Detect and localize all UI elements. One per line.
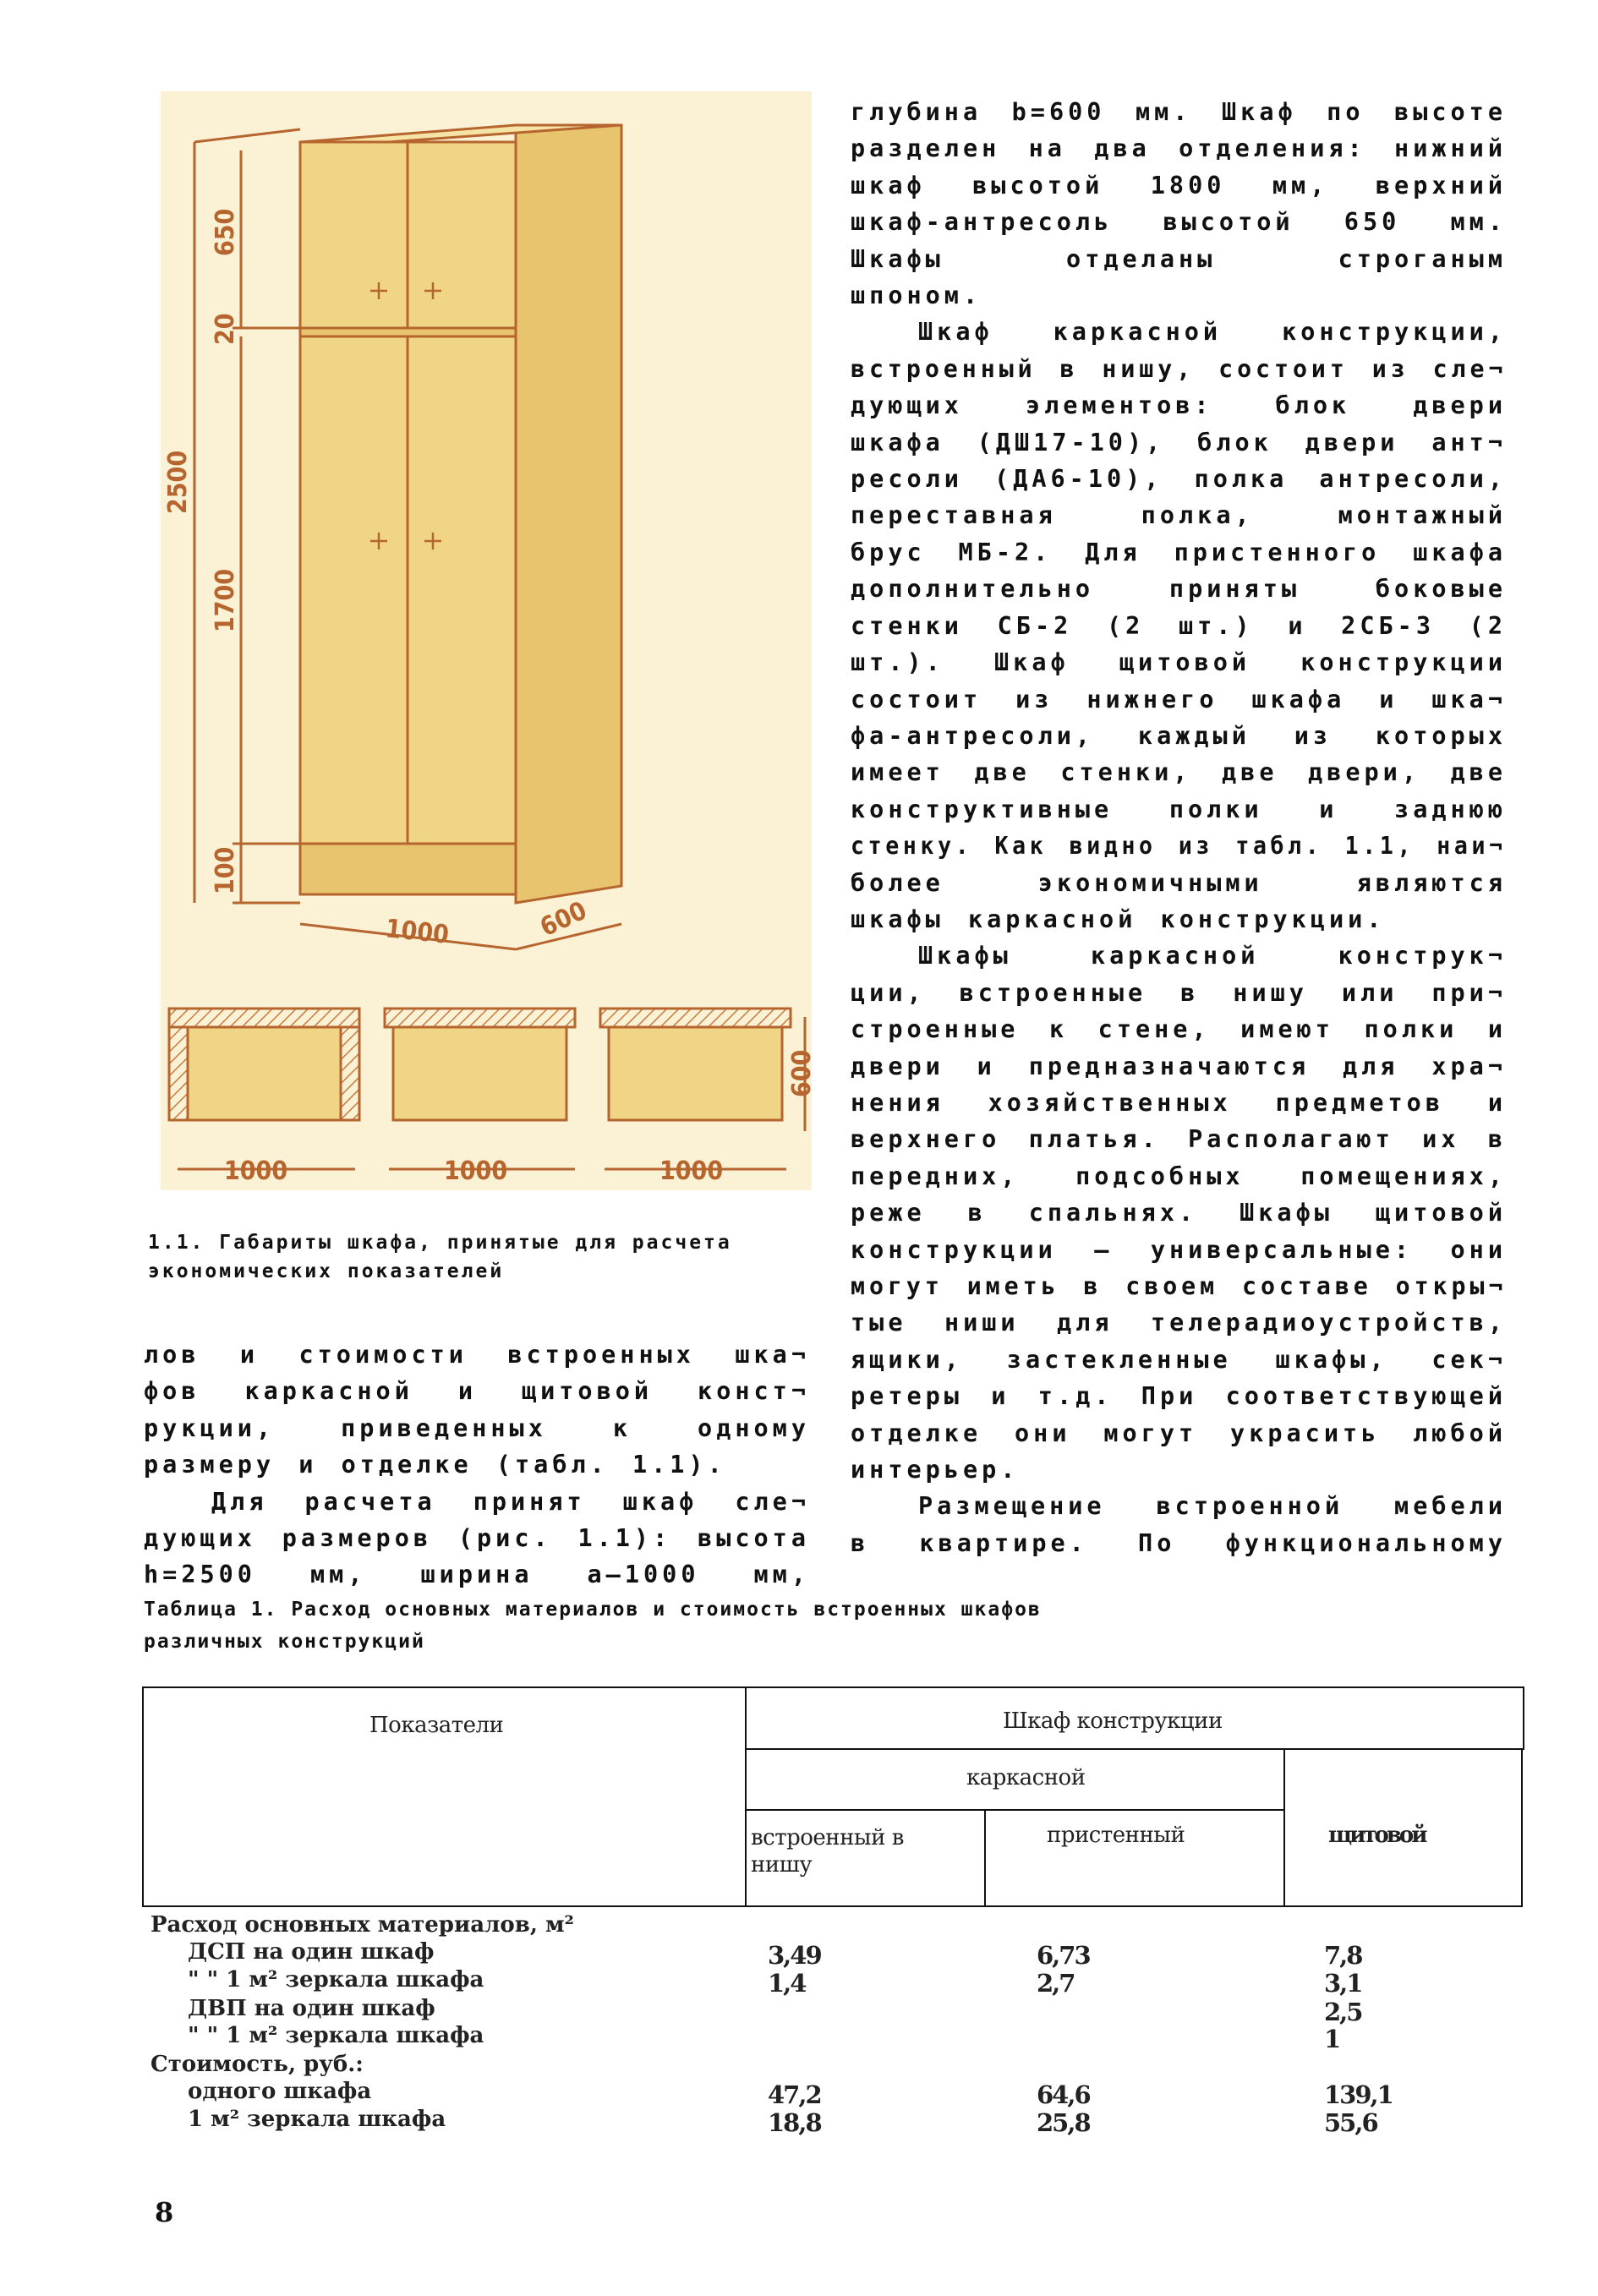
table-row-label: " " 1 м² зеркала шкафа (188, 1967, 484, 1993)
table-cell-value: 3,1 (1324, 1969, 1362, 1998)
right-column-line: конструктивные полки и заднюю (851, 795, 1507, 823)
right-column-line: ящики, застекленные шкафы, сек¬ (851, 1345, 1507, 1374)
right-column-line: Шкафы каркасной конструк¬ (918, 942, 1507, 970)
table-cell-value: 55,6 (1324, 2108, 1377, 2137)
right-column-line: Размещение встроенной мебели (918, 1492, 1507, 1521)
right-column-line: разделен на два отделения: нижний (851, 134, 1507, 163)
left-column-line: рукции, приведенных к одному (144, 1413, 810, 1442)
table-cell-value: 2,5 (1324, 1998, 1362, 2026)
header-frame: каркасной (966, 1765, 1086, 1790)
right-column-line: реже в спальнях. Шкафы щитовой (851, 1199, 1507, 1227)
right-column-line: глубина b=600 мм. Шкаф по высоте (851, 98, 1507, 126)
table-cell-value: 7,8 (1324, 1941, 1362, 1970)
right-column-line: фа-антресоли, каждый из которых (851, 721, 1507, 750)
right-column-line: тые ниши для телерадиоустройств, (851, 1309, 1507, 1337)
table-cell-value: 18,8 (768, 2108, 821, 2137)
dim-depth-label: 600 (535, 895, 592, 943)
right-column-line: шпоном. (851, 282, 982, 310)
dim-lower-label: 1700 (211, 568, 240, 632)
table-cell-value: 139,1 (1324, 2080, 1393, 2109)
right-column-line: стенки СБ-2 (2 шт.) и 2СБ-3 (2 (851, 611, 1507, 640)
right-column-line: шкаф-антресоль высотой 650 мм. (851, 208, 1507, 237)
header-indicators: Показатели (369, 1713, 504, 1738)
table-cell-value: 25,8 (1037, 2108, 1090, 2137)
right-column-line: могут иметь в своем составе откры¬ (851, 1272, 1508, 1300)
right-column-line: ретеры и т.д. При соответствующей (851, 1382, 1507, 1411)
table-cell-value: 1 (1324, 2025, 1340, 2053)
right-column-line: встроенный в нишу, состоит из сле¬ (851, 354, 1508, 383)
dim-plinth-label: 100 (211, 846, 240, 894)
right-column-line: ресоли (ДА6-10), полка антресоли, (851, 465, 1507, 494)
left-column-line: дующих размеров (рис. 1.1): высота (144, 1524, 810, 1553)
table-row-label: ДСП на один шкаф (188, 1939, 435, 1965)
right-column-line: имеет две стенки, две двери, две (851, 758, 1507, 787)
right-column-line: передних, подсобных помещениях, (851, 1162, 1507, 1190)
right-column-line: Шкафы отделаны строганым (851, 244, 1507, 273)
table-row-label: ДВП на один шкаф (188, 1996, 435, 2021)
right-column-line: Шкаф каркасной конструкции, (918, 318, 1507, 347)
table-cell-value: 3,49 (768, 1941, 821, 1970)
table-row-label: одного шкафа (188, 2079, 372, 2104)
header-builtin: встроенный в нишу (751, 1825, 904, 1878)
plan-width-label-3: 1000 (659, 1156, 724, 1186)
dim-width-label: 1000 (384, 914, 451, 950)
caption-line-2: экономических показателей (148, 1260, 505, 1282)
dim-gap-label: 20 (211, 313, 240, 345)
right-column-line: верхнего платья. Располагают их в (851, 1125, 1507, 1154)
dim-total-label: 2500 (163, 450, 193, 514)
right-column-line: дополнительно приняты боковые (851, 575, 1507, 604)
plan-width-label-2: 1000 (444, 1156, 508, 1186)
right-column-line: состоит из нижнего шкафа и шка¬ (851, 685, 1507, 713)
page-number: 8 (155, 2196, 174, 2228)
right-column-line: дующих элементов: блок двери (851, 391, 1507, 420)
right-column-line: брус МБ-2. Для пристенного шкафа (851, 538, 1507, 566)
right-column-line: конструкции — универсальные: они (851, 1235, 1507, 1264)
left-column-line: фов каркасной и щитовой конст¬ (144, 1377, 810, 1406)
left-column-line: лов и стоимости встроенных шка¬ (144, 1341, 810, 1369)
table-row-label: 1 м² зеркала шкафа (188, 2107, 446, 2132)
table-row-label: Стоимость, руб.: (150, 2052, 364, 2077)
table-cell-value: 1,4 (768, 1969, 806, 1998)
table-cell-value: 2,7 (1037, 1969, 1075, 1998)
left-column-line: h=2500 мм, ширина а—1000 мм, (144, 1561, 810, 1589)
right-column-line: более экономичными являются (851, 868, 1507, 897)
dim-upper-label: 650 (211, 208, 240, 256)
left-column-line: Для расчета принят шкаф сле¬ (211, 1487, 810, 1516)
table-row-label: Расход основных материалов, м² (150, 1912, 574, 1938)
table-title-line-2: различных конструкций (144, 1631, 425, 1653)
right-column-line: отделке они могут украсить любой (851, 1419, 1507, 1447)
right-column-line: интерьер. (851, 1456, 1020, 1484)
left-column-line: размеру и отделке (табл. 1.1). (144, 1451, 726, 1479)
right-column-line: строенные к стене, имеют полки и (851, 1015, 1507, 1044)
right-column-line: шкафа (ДШ17-10), блок двери ант¬ (851, 428, 1507, 456)
table-row-label: " " 1 м² зеркала шкафа (188, 2023, 484, 2048)
right-column-line: шкаф высотой 1800 мм, верхний (851, 171, 1507, 200)
plan-width-label-1: 1000 (224, 1156, 288, 1186)
right-column-line: ции, встроенные в нишу или при¬ (851, 978, 1507, 1007)
right-column-line: двери и предназначаются для хра¬ (851, 1052, 1507, 1080)
table-title-line-1: Таблица 1. Расход основных материалов и стоимость встроенных шкафов (144, 1599, 1042, 1621)
header-panel: щитовой (1328, 1823, 1426, 1848)
right-column-line: в квартире. По функциональному (851, 1528, 1507, 1557)
right-column-line: стенку. Как видно из табл. 1.1, наи¬ (851, 832, 1507, 861)
right-column-line: шт.). Шкаф щитовой конструкции (851, 648, 1507, 677)
header-construction: Шкаф конструкции (1003, 1708, 1223, 1734)
table-cell-value: 6,73 (1037, 1941, 1090, 1970)
right-column-line: шкафы каркасной конструкции. (851, 905, 1386, 933)
table-cell-value: 47,2 (768, 2080, 821, 2109)
caption-line-1: 1.1. Габариты шкафа, принятые для расчета (148, 1232, 732, 1254)
table-cell-value: 64,6 (1037, 2080, 1090, 2109)
right-column-line: нения хозяйственных предметов и (851, 1088, 1507, 1117)
plan-depth-label: 600 (787, 1049, 817, 1097)
header-wall: пристенный (1047, 1823, 1185, 1848)
right-column-line: переставная полка, монтажный (851, 501, 1507, 530)
